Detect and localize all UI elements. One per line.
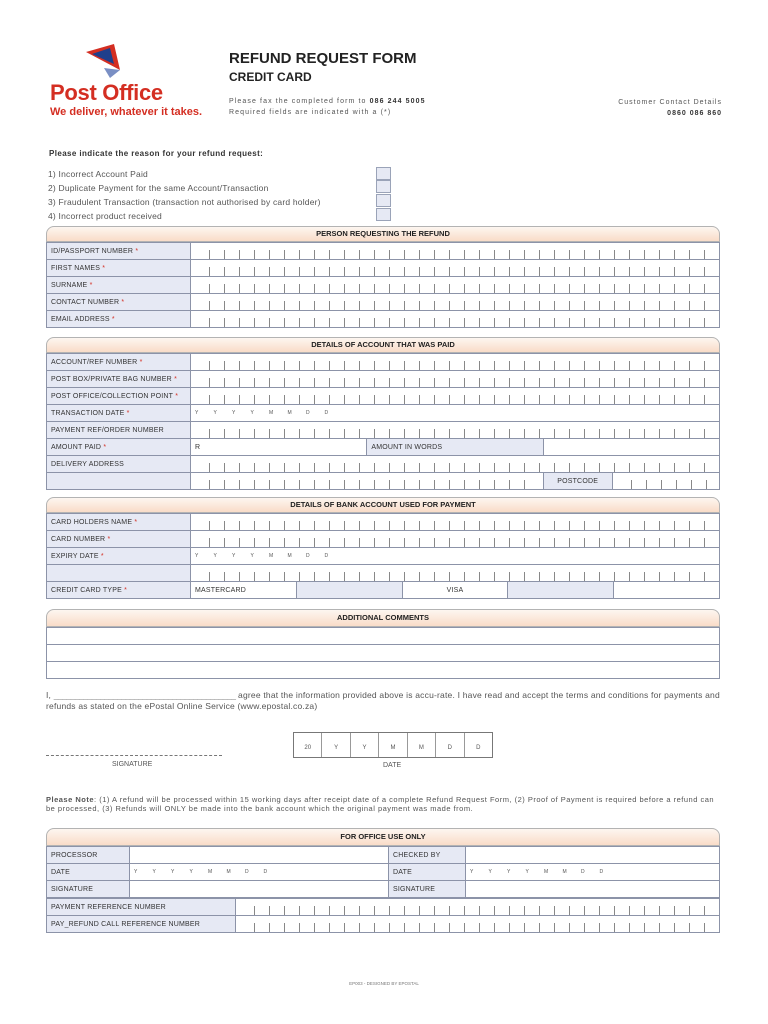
field-label: TRANSACTION DATE * bbox=[47, 405, 191, 422]
required-text: Required fields are indicated with a (*) bbox=[229, 109, 392, 116]
payment-ref-input[interactable] bbox=[191, 422, 720, 439]
reason-option: 4) Incorrect product received bbox=[48, 211, 162, 221]
date-letters: Y Y Y Y M M D D bbox=[195, 553, 329, 559]
bank-section bbox=[46, 497, 720, 599]
comments-section bbox=[46, 609, 720, 679]
person-heading: PERSON REQUESTING THE REFUND bbox=[46, 226, 720, 242]
amount-paid-input[interactable] bbox=[191, 439, 367, 456]
delivery-address-line2-input[interactable] bbox=[191, 473, 544, 490]
card-number-input[interactable] bbox=[191, 531, 720, 548]
checked-by-input[interactable] bbox=[466, 847, 720, 864]
signature-label: SIGNATURE bbox=[47, 881, 130, 898]
expiry-date-input[interactable] bbox=[191, 548, 720, 565]
field-label: AMOUNT PAID * bbox=[47, 439, 191, 456]
field-label: POST BOX/PRIVATE BAG NUMBER * bbox=[47, 371, 191, 388]
reason-list bbox=[48, 167, 321, 223]
reason-checkbox-1[interactable] bbox=[376, 167, 391, 180]
processor-label: PROCESSOR bbox=[47, 847, 130, 864]
processor-signature-input[interactable] bbox=[130, 881, 389, 898]
surname-input[interactable] bbox=[191, 277, 720, 294]
expiry-extra-input[interactable] bbox=[191, 565, 720, 582]
reason-checkbox-2[interactable] bbox=[376, 180, 391, 193]
signature-label: SIGNATURE bbox=[112, 761, 153, 768]
call-ref-label: PAY_REFUND CALL REFERENCE NUMBER bbox=[47, 916, 236, 933]
please-note: Please Note: (1) A refund will be processed within 15 working days after receipt date of a complete Refund Request Form, (2) Proof of Payment is required before a refund can be processed, (3) Refunds will ONLY be made into the bank account which the original payment was made from. bbox=[46, 795, 715, 813]
field-label: CONTACT NUMBER * bbox=[47, 294, 191, 311]
field-label: EMAIL ADDRESS * bbox=[47, 311, 191, 328]
checked-by-label: CHECKED BY bbox=[389, 847, 466, 864]
checker-date-input[interactable]: Y Y Y Y M M D D bbox=[466, 864, 720, 881]
signature-line[interactable] bbox=[46, 755, 222, 756]
footer-credit: EP003 - DESIGNED BY EPOSTAL bbox=[349, 981, 419, 986]
processor-date-input[interactable]: Y Y Y Y M M D D bbox=[130, 864, 389, 881]
first-names-input[interactable] bbox=[191, 260, 720, 277]
reason-option: 2) Duplicate Payment for the same Account/Transaction bbox=[48, 183, 269, 193]
reason-question: Please indicate the reason for your refund request: bbox=[49, 149, 264, 158]
comments-line-1[interactable] bbox=[47, 628, 720, 645]
field-label: FIRST NAMES * bbox=[47, 260, 191, 277]
comments-line-3[interactable] bbox=[47, 662, 720, 679]
comments-line-2[interactable] bbox=[47, 645, 720, 662]
card-holders-input[interactable] bbox=[191, 514, 720, 531]
office-section bbox=[46, 828, 720, 933]
email-input[interactable] bbox=[191, 311, 720, 328]
fax-text: Please fax the completed form to bbox=[229, 98, 367, 105]
contact-number-input[interactable] bbox=[191, 294, 720, 311]
comments-heading: ADDITIONAL COMMENTS bbox=[46, 609, 720, 627]
field-label: ID/PASSPORT NUMBER * bbox=[47, 243, 191, 260]
account-section bbox=[46, 337, 720, 490]
currency-symbol: R bbox=[195, 443, 201, 451]
field-label bbox=[47, 473, 191, 490]
amount-words-label: AMOUNT IN WORDS bbox=[367, 439, 543, 456]
post-office-input[interactable] bbox=[191, 388, 720, 405]
agreement-text: I, ___________________________________________ agree that the information provided above is accu-rate. I have read and accept the terms and conditions for payments and refunds as stated on the ePostal Online Service (www.epostal.co.za) bbox=[46, 690, 720, 711]
customer-contact bbox=[618, 97, 722, 119]
field-label: PAYMENT REF/ORDER NUMBER bbox=[47, 422, 191, 439]
contact-number: 0860 086 860 bbox=[667, 110, 722, 117]
field-label: POST OFFICE/COLLECTION POINT * bbox=[47, 388, 191, 405]
office-heading: FOR OFFICE USE ONLY bbox=[46, 828, 720, 846]
transaction-date-input[interactable] bbox=[191, 405, 720, 422]
form-title: REFUND REQUEST FORM bbox=[229, 50, 417, 67]
visa-checkbox[interactable] bbox=[508, 582, 614, 599]
reason-option: 1) Incorrect Account Paid bbox=[48, 169, 148, 179]
brand-name: Post Office bbox=[50, 80, 163, 105]
processor-input[interactable] bbox=[130, 847, 389, 864]
payment-ref-number-input[interactable] bbox=[236, 899, 720, 916]
field-label: CARD NUMBER * bbox=[47, 531, 191, 548]
date-label: DATE bbox=[383, 762, 402, 769]
field-label: CARD HOLDERS NAME * bbox=[47, 514, 191, 531]
field-label: CREDIT CARD TYPE * bbox=[47, 582, 191, 599]
amount-words-input[interactable] bbox=[543, 439, 719, 456]
call-ref-number-input[interactable] bbox=[236, 916, 720, 933]
field-label: ACCOUNT/REF NUMBER * bbox=[47, 354, 191, 371]
person-section bbox=[46, 226, 720, 328]
date-label: DATE bbox=[47, 864, 130, 881]
signature-label: SIGNATURE bbox=[389, 881, 466, 898]
bank-heading: DETAILS OF BANK ACCOUNT USED FOR PAYMENT bbox=[46, 497, 720, 513]
card-type-spacer bbox=[614, 582, 720, 599]
field-label bbox=[47, 565, 191, 582]
payment-ref-label: PAYMENT REFERENCE NUMBER bbox=[47, 899, 236, 916]
mastercard-label: MASTERCARD bbox=[191, 582, 297, 599]
delivery-address-input[interactable] bbox=[191, 456, 720, 473]
fax-instructions bbox=[229, 96, 426, 118]
postcode-input[interactable] bbox=[612, 473, 719, 489]
form-subtitle: CREDIT CARD bbox=[229, 70, 312, 84]
postcode-row bbox=[543, 473, 719, 490]
visa-label: VISA bbox=[402, 582, 508, 599]
date-box[interactable]: 20 Y Y M M D D bbox=[293, 732, 493, 758]
date-letters: Y Y Y Y M M D D bbox=[195, 410, 329, 416]
contact-label: Customer Contact Details bbox=[618, 99, 722, 106]
post-box-input[interactable] bbox=[191, 371, 720, 388]
mastercard-checkbox[interactable] bbox=[296, 582, 402, 599]
id-passport-input[interactable] bbox=[191, 243, 720, 260]
account-heading: DETAILS OF ACCOUNT THAT WAS PAID bbox=[46, 337, 720, 353]
account-ref-input[interactable] bbox=[191, 354, 720, 371]
postcode-label: POSTCODE bbox=[544, 473, 613, 489]
field-label: DELIVERY ADDRESS bbox=[47, 456, 191, 473]
post-office-logo-icon bbox=[44, 42, 194, 80]
reason-checkbox-3[interactable] bbox=[376, 194, 391, 207]
name-line[interactable]: ___________________________________________ bbox=[53, 690, 236, 700]
field-label: SURNAME * bbox=[47, 277, 191, 294]
reason-option: 3) Fraudulent Transaction (transaction not authorised by card holder) bbox=[48, 197, 321, 207]
reason-checkbox-4[interactable] bbox=[376, 208, 391, 221]
date-label: DATE bbox=[389, 864, 466, 881]
fax-number: 086 244 5005 bbox=[369, 98, 426, 105]
checker-signature-input[interactable] bbox=[466, 881, 720, 898]
brand-tagline: We deliver, whatever it takes. bbox=[50, 106, 203, 118]
field-label: EXPIRY DATE * bbox=[47, 548, 191, 565]
